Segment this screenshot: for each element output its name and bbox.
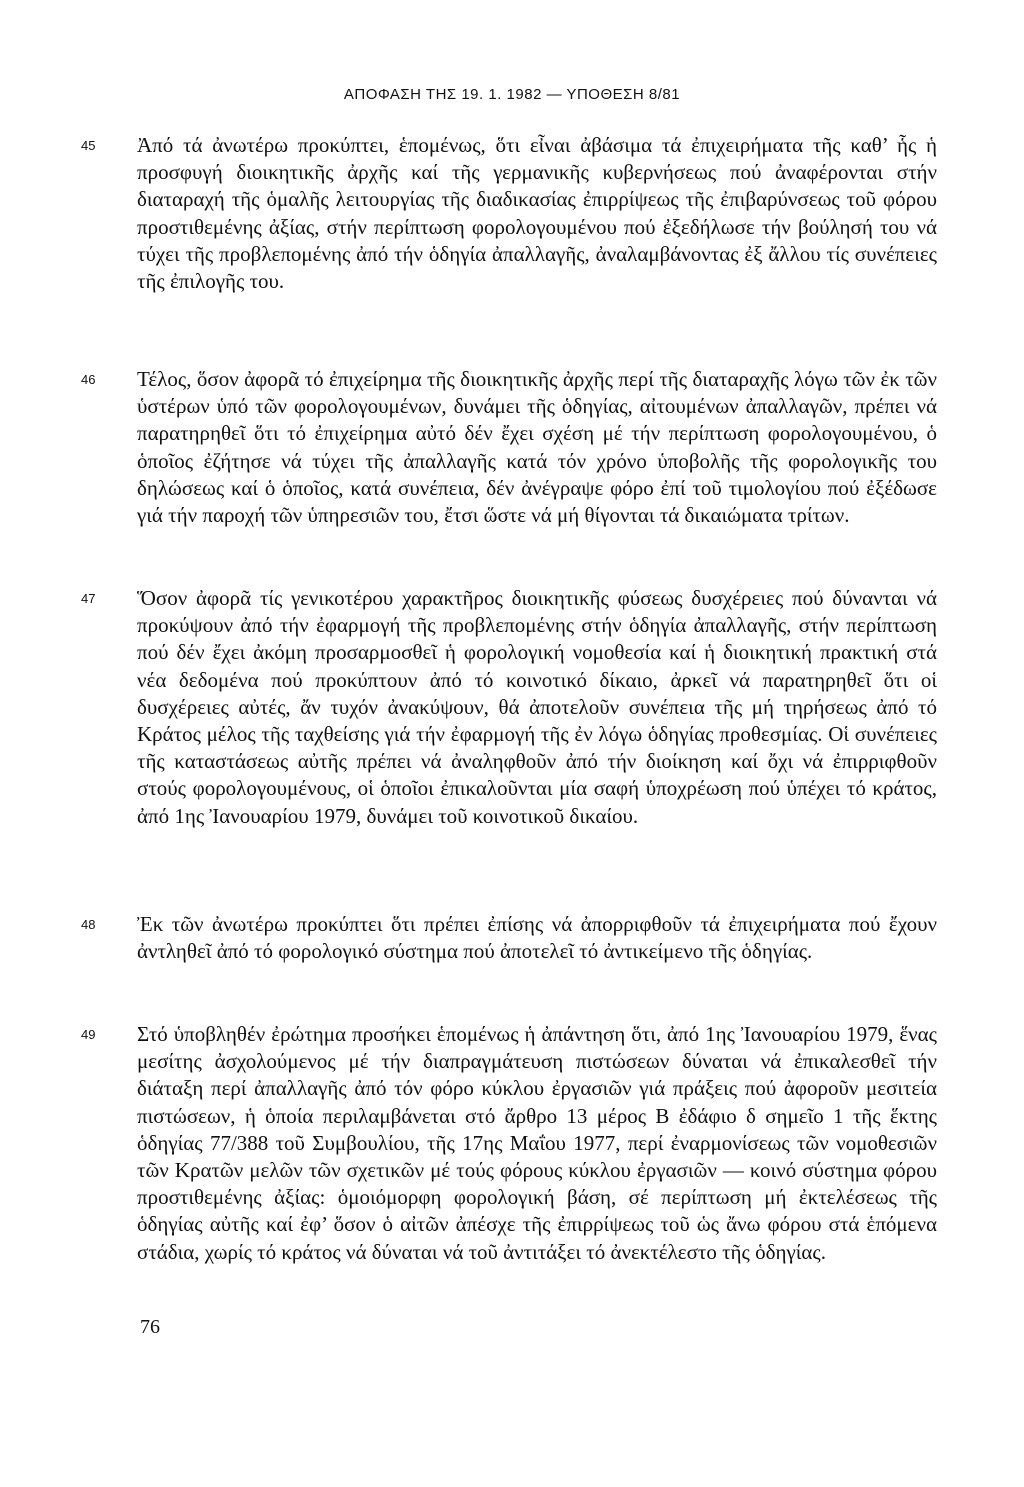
paragraph-text: Ὅσον ἀφορᾶ τίς γενικοτέρου χαρακτῆρος διοικητικῆς φύσεως δυσχέρειες πού δύνανται νά προκύψουν ἀπό τήν ἐφαρμογή τῆς προβλεπομένης στήν ὁδηγία ἀπαλλαγῆς, στήν περίπτωση πού δέν ἔχει ἀκόμη προσαρμοσθεῖ ἡ φορολογική νομοθεσία καί ἡ διοικητική πρακτική στά νέα δεδομένα πού προκύπτουν ἀπό τό κοινοτικό δίκαιο, ἀρκεῖ νά παρατηρηθεῖ ὅτι οἱ δυσχέρειες αὐτές, ἄν τυχόν ἀνακύψουν, θά ἀποτελοῦν συνέπεια τῆς μή τηρήσεως ἀπό τό Κράτος μέλος τῆς ταχθείσης γιά τήν ἐφαρμογή τῆς ἐν λόγω ὁδηγίας προθεσμίας. Οἱ συνέπειες τῆς καταστάσεως αὐτῆς πρέπει νά ἀναληφθοῦν ἀπό τήν διοίκηση καί ὄχι νά ἐπιρριφθοῦν στούς φορολογουμένους, οἱ ὁποῖοι ἐπικαλοῦνται μία σαφή ὑποχρέωση πού ὑπέχει τό κράτος, ἀπό 1ης Ἰανουαρίου 1979, δυνάμει τοῦ κοινοτικοῦ δικαίου.	[137, 586, 937, 828]
page-number: 76	[140, 1316, 160, 1338]
paragraph-number: 45	[81, 138, 96, 153]
paragraph-text: Στό ὑποβληθέν ἐρώτημα προσήκει ἑπομένως ἡ ἀπάντηση ὅτι, ἀπό 1ης Ἰανουαρίου 1979, ἕνας μεσίτης ἀσχολούμενος μέ τήν διαπραγμάτευση πιστώσεων δύναται νά ἐπικαλεσθεῖ τήν διάταξη περί ἀπαλλαγῆς ἀπό τόν φόρο κύκλου ἐργασιῶν γιά πράξεις πού ἀφοροῦν μεσιτεία πιστώσεων, ἡ ὁποία περιλαμβάνεται στό ἄρθρο 13 μέρος Β ἐδάφιο δ σημεῖο 1 τῆς ἕκτης ὁδηγίας 77/388 τοῦ Συμβουλίου, τῆς 17ης Μαΐου 1977, περί ἐναρμονίσεως τῶν νομοθεσιῶν τῶν Κρατῶν μελῶν τῶν σχετικῶν μέ τούς φόρους κύκλου ἐργασιῶν — κοινό σύστημα φόρου προστιθεμένης ἀξίας: ὁμοιόμορφη φορολογική βάση, σέ περίπτωση μή ἐκτελέσεως τῆς ὁδηγίας αὐτῆς καί ἐφ’ ὅσον ὁ αἰτῶν ἀπέσχε τῆς ἐπιρρίψεως τοῦ ὡς ἄνω φόρου στά ἑπόμενα στάδια, χωρίς τό κράτος νά δύναται νά τοῦ ἀντιτάξει τό ἀνεκτέλεστο τῆς ὁδηγίας.	[137, 1022, 937, 1264]
running-header: ΑΠΟΦΑΣΗ ΤΗΣ 19. 1. 1982 — ΥΠΟΘΕΣΗ 8/81	[343, 86, 681, 103]
paragraph-number: 48	[81, 917, 96, 932]
paragraph-text: Ἀπό τά ἀνωτέρω προκύπτει, ἑπομένως, ὅτι εἶναι ἀβάσιμα τά ἐπιχειρήματα τῆς καθ’ ἧς ἡ προσφυγή διοικητικῆς ἀρχῆς καί τῆς γερμανικῆς κυβερνήσεως πού ἀναφέρονται στήν διαταραχή τῆς ὁμαλῆς λειτουργίας τῆς διαδικασίας ἐπιρρίψεως τῆς ἐπιβαρύνσεως τοῦ φόρου προστιθεμένης ἀξίας, στήν περίπτωση φορολογουμένου πού ἐξεδήλωσε τήν βούλησή του νά τύχει τῆς προβλεπομένης ἀπό τήν ὁδηγία ἀπαλλαγῆς, ἀναλαμβάνοντας ἐξ ἄλλου τίς συνέπειες τῆς ἐπιλογῆς του.	[137, 133, 937, 294]
paragraph-text: Τέλος, ὅσον ἀφορᾶ τό ἐπιχείρημα τῆς διοικητικῆς ἀρχῆς περί τῆς διαταραχῆς λόγω τῶν ἐκ τῶν ὑστέρων ὑπό τῶν φορολογουμένων, δυνάμει τῆς ὁδηγίας, αἰτουμένων ἀπαλλαγῶν, πρέπει νά παρατηρηθεῖ ὅτι τό ἐπιχείρημα αὐτό δέν ἔχει σχέση μέ τήν περίπτωση φορολογουμένου, ὁ ὁποῖος ἐζήτησε νά τύχει τῆς ἀπαλλαγῆς κατά τόν χρόνο ὑποβολῆς τῆς φορολογικῆς του δηλώσεως καί ὁ ὁποῖος, κατά συνέπεια, δέν ἀνέγραψε φόρο ἐπί τοῦ τιμολογίου πού ἐξέδωσε γιά τήν παροχή τῶν ὑπηρεσιῶν του, ἔτσι ὥστε νά μή θίγονται τά δικαιώματα τρίτων.	[137, 367, 937, 528]
paragraph-number: 49	[81, 1027, 96, 1042]
paragraph-number: 47	[81, 591, 96, 606]
paragraph-text: Ἐκ τῶν ἀνωτέρω προκύπτει ὅτι πρέπει ἐπίσης νά ἀπορριφθοῦν τά ἐπιχειρήματα πού ἔχουν ἀντληθεῖ ἀπό τό φορολογικό σύστημα πού ἀποτελεῖ τό ἀντικείμενο τῆς ὁδηγίας.	[137, 912, 937, 964]
paragraph-number: 46	[81, 372, 96, 387]
